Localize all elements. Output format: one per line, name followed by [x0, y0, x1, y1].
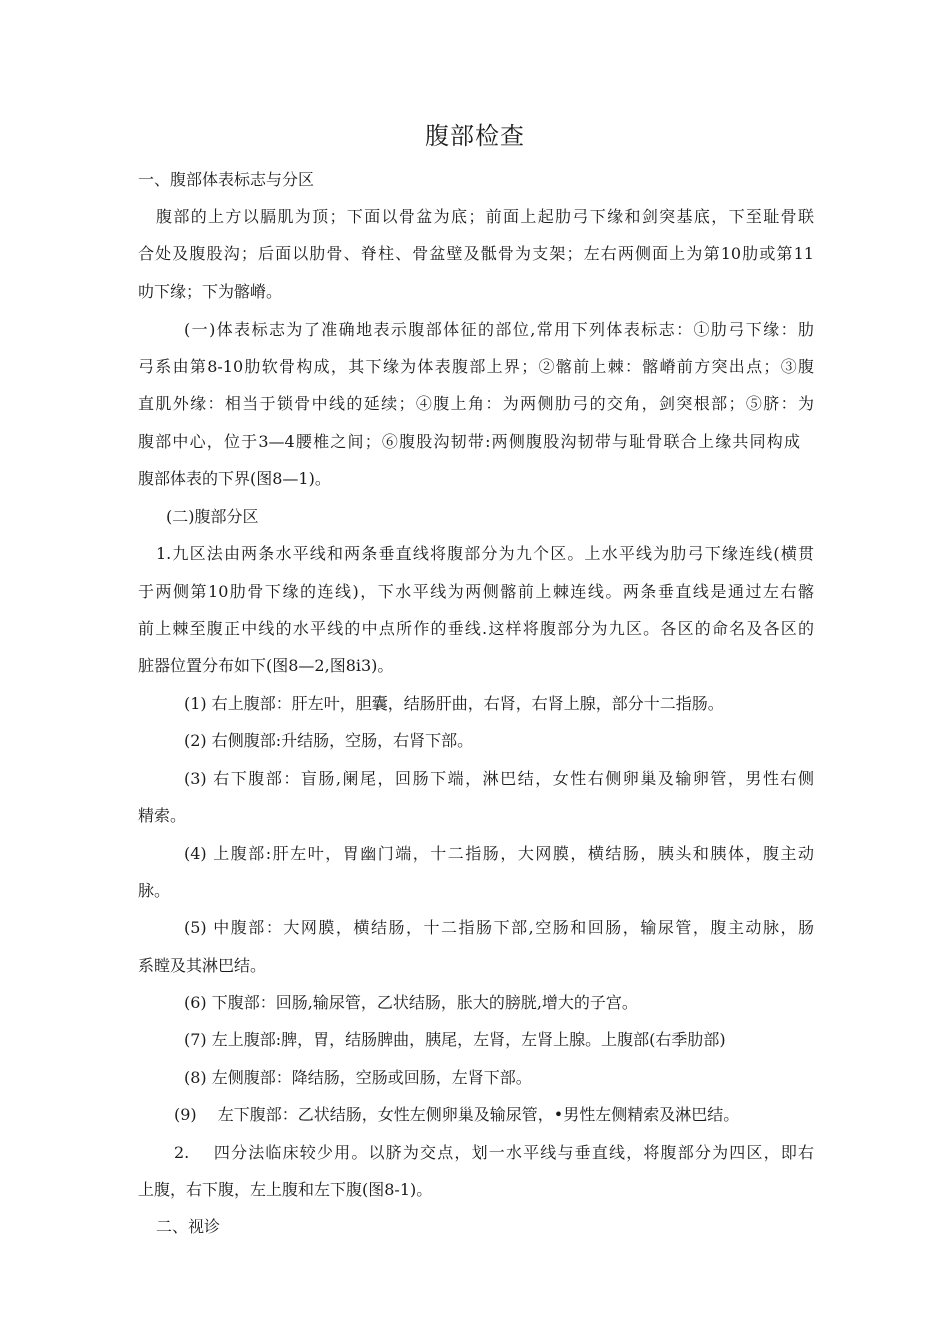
region-item-6: (6) 下腹部：回肠,输尿管，乙状结肠，胀大的膀胱,增大的子宫。 [184, 993, 638, 1012]
region-item-4-line-2: 脉。 [138, 881, 171, 900]
region-item-8: (8) 左侧腹部：降结肠，空肠或回肠，左肾下部。 [184, 1068, 532, 1087]
page-title: 腹部检查 [425, 122, 525, 150]
region-item-3-line-2: 精索。 [138, 806, 187, 825]
paragraph-2-line-4: 腹部中心，位于3—4腰椎之间；⑥腹股沟韧带:两侧腹股沟韧带与耻骨联合上缘共同构成 [138, 432, 800, 451]
region-item-9: (9) 左下腹部：乙状结肠，女性左侧卵巢及输尿管，•男性左侧精索及淋巴结。 [174, 1105, 740, 1124]
paragraph-1-line-3: 叻下缘；下为髂嵴。 [138, 282, 283, 301]
region-item-1: (1) 右上腹部：肝左叶，胆囊，结肠肝曲，右肾，右肾上腺，部分十二指肠。 [184, 694, 724, 713]
region-item-5-line-1: (5) 中腹部：大网膜，横结肠，十二指肠下部,空肠和回肠，输尿管，腹主动脉，肠 [184, 918, 814, 937]
paragraph-2-line-5: 腹部体表的下界(图8—1)。 [138, 469, 331, 488]
section-heading-1: 一、腹部体表标志与分区 [138, 170, 315, 189]
paragraph-3-line-3: 前上棘至腹正中线的水平线的中点所作的垂线.这样将腹部分为九区。各区的命名及各区的 [138, 619, 814, 638]
region-item-2: (2) 右侧腹部:升结肠，空肠，右肾下部。 [184, 731, 474, 750]
paragraph-4-line-2: 上腹，右下腹，左上腹和左下腹(图8-1)。 [138, 1180, 433, 1199]
region-item-7: (7) 左上腹部:脾，胃，结肠脾曲，胰尾，左肾，左肾上腺。上腹部(右季肋部) [184, 1030, 726, 1049]
paragraph-4-line-1: 2. 四分法临床较少用。以脐为交点，划一水平线与垂直线，将腹部分为四区，即右 [174, 1143, 814, 1162]
paragraph-3-line-4: 脏器位置分布如下(图8—2,图8i3)。 [138, 656, 394, 675]
region-item-4-line-1: (4) 上腹部:肝左叶，胃幽门端，十二指肠，大网膜，横结肠，胰头和胰体，腹主动 [184, 844, 814, 863]
section-heading-2: 二、视诊 [156, 1217, 221, 1236]
paragraph-2-line-3: 直肌外缘：相当于锁骨中线的延续；④腹上角：为两侧肋弓的交角，剑突根部；⑤脐：为 [138, 394, 814, 413]
paragraph-1-line-1: 腹部的上方以膈肌为顶；下面以骨盆为底；前面上起肋弓下缘和剑突基底，下至耻骨联 [156, 207, 814, 226]
subsection-heading-2: (二)腹部分区 [166, 507, 259, 526]
paragraph-3-line-1: 1.九区法由两条水平线和两条垂直线将腹部分为九个区。上水平线为肋弓下缘连线(横贯 [156, 544, 814, 563]
paragraph-2-line-1: (一)体表标志为了准确地表示腹部体征的部位,常用下列体表标志：①肋弓下缘：肋 [184, 320, 814, 339]
paragraph-2-line-2: 弓系由第8-10肋软骨构成，其下缘为体表腹部上界；②髂前上棘：髂嵴前方突出点；③腹 [138, 357, 814, 376]
region-item-5-line-2: 系瞠及其淋巴结。 [138, 956, 267, 975]
region-item-3-line-1: (3) 右下腹部：盲肠,阑尾，回肠下端，淋巴结，女性右侧卵巢及输卵管，男性右侧 [184, 769, 814, 788]
paragraph-3-line-2: 于两侧第10肋骨下缘的连线)，下水平线为两侧髂前上棘连线。两条垂直线是通过左右髂 [138, 582, 814, 601]
paragraph-1-line-2: 合处及腹股沟；后面以肋骨、脊柱、骨盆壁及骶骨为支架；左右两侧面上为第10肋或第11 [138, 244, 814, 263]
